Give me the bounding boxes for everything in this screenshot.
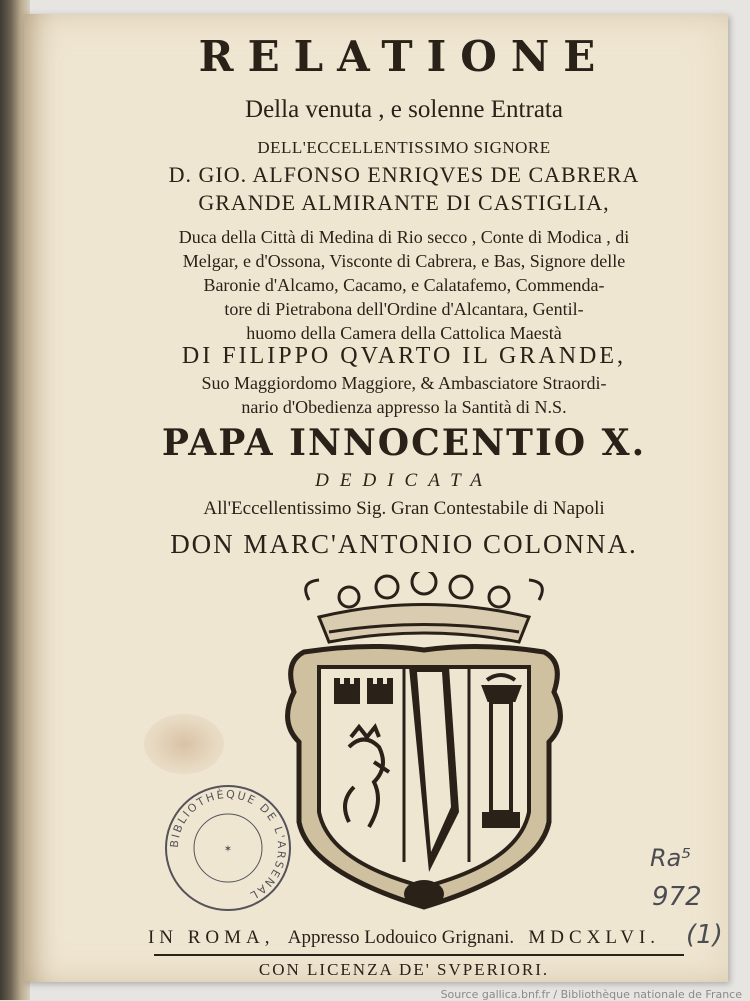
titles-line: tore di Pietrabona dell'Ordine d'Alcantara, Gentil-: [224, 299, 584, 319]
work-subtitle: Della venuta , e solenne Entrata: [245, 96, 563, 123]
foxing-stain: [144, 714, 224, 774]
stamp-text: BIBLIOTHÈQUE DE L'ARSENAL: [167, 787, 289, 903]
imprint-printer: Appresso Lodouico Grignani.: [287, 927, 515, 948]
king-line: DI FILIPPO QVARTO IL GRANDE,: [181, 343, 627, 369]
titles-line: Melgar, e d'Ossona, Visconte di Cabrera, e Bas, Signore delle: [182, 251, 626, 271]
titles-line: Duca della Città di Medina di Rio secco , Conte di Modica , di: [178, 227, 630, 247]
coat-of-arms-woodcut: [279, 572, 569, 917]
subject-name: D. GIO. ALFONSO ENRIQVES DE CABRERA: [168, 162, 640, 187]
titles-line: Baronie d'Alcamo, Cacamo, e Calatafemo, Commenda-: [203, 275, 605, 295]
dedicata-heading: DEDICATA: [315, 470, 493, 491]
recipient-name: DON MARC'ANTONIO COLONNA.: [170, 529, 638, 559]
handwritten-volume: (1): [686, 920, 723, 950]
license-line: CON LICENZA DE' SVPERIORI.: [258, 960, 550, 979]
dedication-line: DELL'ECCELLENTISSIMO SIGNORE: [257, 138, 551, 157]
handwritten-number: 972: [652, 882, 702, 912]
mask-ornament-icon: [404, 880, 444, 908]
crown-icon: [306, 572, 543, 642]
recipient-line: All'Eccellentissimo Sig. Gran Contestabile di Napoli: [203, 498, 605, 519]
imprint-year: MDCXLVI.: [528, 927, 661, 948]
imprint-line: [24, 927, 750, 949]
handwritten-shelfmark: Ra⁵: [650, 844, 692, 872]
imprint-city: IN ROMA,: [147, 927, 275, 948]
subject-office: GRANDE ALMIRANTE DI CASTIGLIA,: [198, 190, 610, 215]
svg-text:✶: ✶: [223, 844, 233, 855]
pope-line: PAPA INNOCENTIO X.: [161, 422, 647, 464]
office-line: Suo Maggiordomo Maggiore, & Ambasciatore Straordi-: [201, 373, 607, 393]
office-line: nario d'Obedienza appresso la Santità di N.S.: [241, 397, 567, 417]
titles-line: huomo della Camera della Cattolica Maestà: [246, 323, 562, 343]
source-credit: Source gallica.bnf.fr / Bibliothèque nationale de France: [440, 988, 742, 1001]
library-stamp: [162, 782, 294, 914]
title-page: [24, 14, 728, 982]
work-title: RELATIONE: [198, 32, 610, 81]
imprint-rule: [154, 954, 684, 956]
